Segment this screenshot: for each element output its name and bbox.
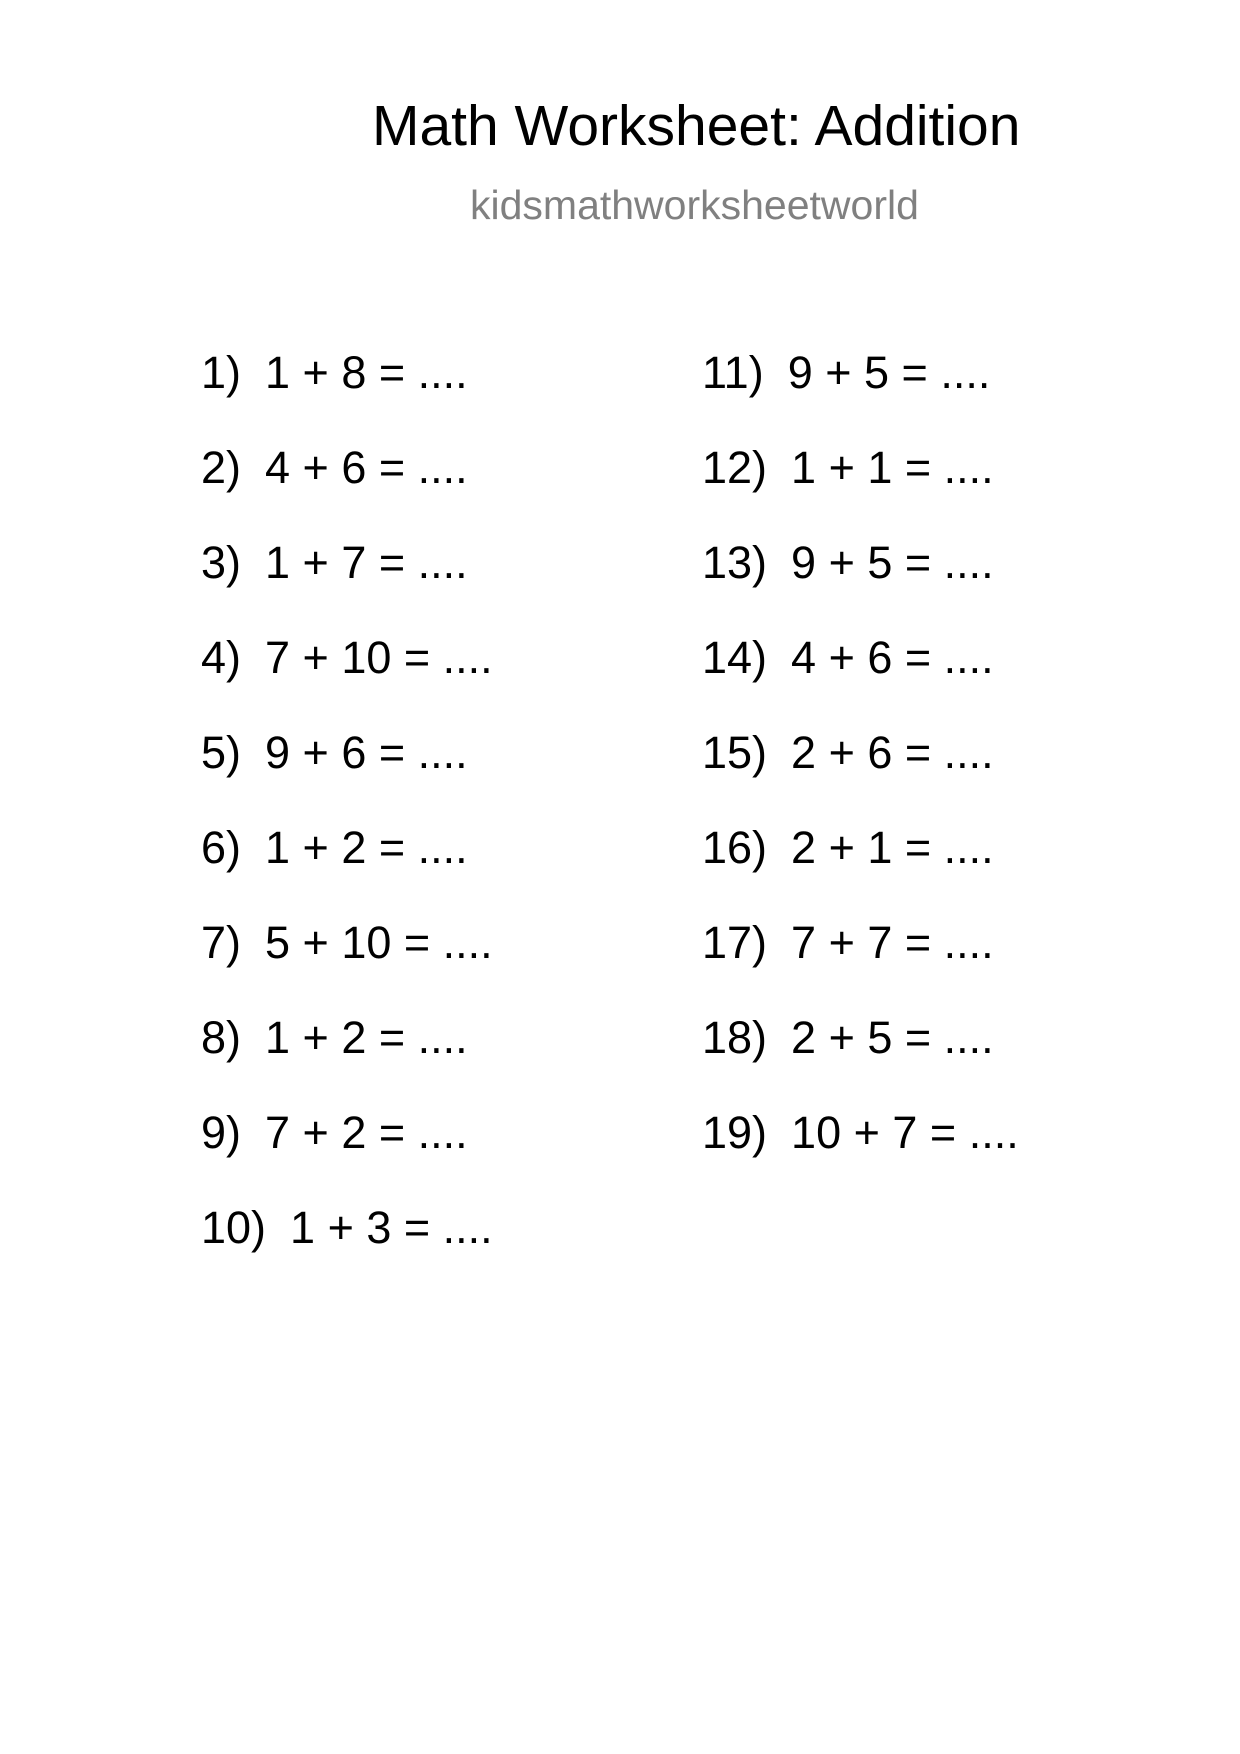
problem-item: [201, 1012, 493, 1110]
problem-number: 10): [201, 1202, 267, 1253]
problem-number: 14): [702, 632, 768, 683]
problem-expression: 1 + 3 = ....: [290, 1202, 493, 1253]
problem-expression: 9 + 5 = ....: [787, 347, 991, 398]
problem-number: 6): [201, 822, 242, 873]
problem-expression: 5 + 10 = ....: [265, 917, 493, 968]
problem-expression: 2 + 5 = ....: [791, 1012, 994, 1063]
problem-number: 3): [201, 537, 242, 588]
problem-item: [702, 822, 1019, 920]
problem-expression: 1 + 7 = ....: [265, 537, 468, 588]
problem-expression: 2 + 6 = ....: [791, 727, 994, 778]
problem-item: [201, 727, 493, 825]
page-title: Math Worksheet: Addition: [372, 94, 1021, 158]
problem-expression: 4 + 6 = ....: [265, 442, 468, 493]
problem-expression: 1 + 1 = ....: [791, 442, 994, 493]
problem-number: 12): [702, 442, 768, 493]
problem-item: [201, 537, 493, 635]
problems-right-column: [702, 347, 1019, 1205]
problem-number: 13): [702, 537, 768, 588]
problem-number: 7): [201, 917, 242, 968]
problem-item: [702, 727, 1019, 825]
problem-expression: 4 + 6 = ....: [791, 632, 994, 683]
problem-item: [201, 1202, 493, 1300]
problem-item: [201, 632, 493, 730]
problem-expression: 2 + 1 = ....: [791, 822, 994, 873]
problem-item: [702, 347, 1019, 445]
problem-number: 2): [201, 442, 242, 493]
problem-number: 19): [702, 1107, 768, 1158]
problem-number: 18): [702, 1012, 768, 1063]
problem-expression: 7 + 7 = ....: [791, 917, 994, 968]
problem-expression: 7 + 10 = ....: [265, 632, 493, 683]
problem-number: 17): [702, 917, 768, 968]
problem-item: [201, 1107, 493, 1205]
problem-expression: 1 + 2 = ....: [265, 822, 468, 873]
problem-item: [702, 537, 1019, 635]
problem-item: [201, 442, 493, 540]
problem-expression: 1 + 2 = ....: [265, 1012, 468, 1063]
problem-item: [702, 632, 1019, 730]
problem-item: [702, 1107, 1019, 1205]
problem-number: 11): [702, 347, 764, 398]
problem-number: 8): [201, 1012, 242, 1063]
problem-number: 1): [201, 347, 242, 398]
problem-expression: 1 + 8 = ....: [265, 347, 468, 398]
problem-item: [702, 442, 1019, 540]
problem-item: [201, 347, 493, 445]
problem-expression: 9 + 6 = ....: [265, 727, 468, 778]
problem-item: [201, 917, 493, 1015]
problem-expression: 7 + 2 = ....: [265, 1107, 468, 1158]
problem-number: 9): [201, 1107, 242, 1158]
problem-number: 4): [201, 632, 242, 683]
site-name: kidsmathworksheetworld: [470, 182, 919, 228]
problem-item: [702, 1012, 1019, 1110]
problem-number: 16): [702, 822, 768, 873]
problem-item: [201, 822, 493, 920]
problem-expression: 10 + 7 = ....: [791, 1107, 1019, 1158]
problem-item: [702, 917, 1019, 1015]
problems-left-column: [201, 347, 493, 1300]
problem-expression: 9 + 5 = ....: [791, 537, 994, 588]
problem-number: 5): [201, 727, 242, 778]
problem-number: 15): [702, 727, 768, 778]
